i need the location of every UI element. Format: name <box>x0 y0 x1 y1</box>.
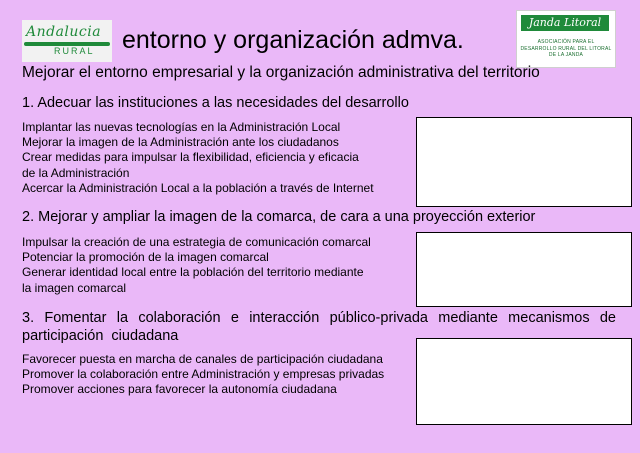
section-3-box <box>416 338 632 425</box>
list-item: Implantar las nuevas tecnologías en la Administración Local <box>22 120 341 134</box>
list-item: Impulsar la creación de una estrategia de comunicación comarcal <box>22 235 371 249</box>
list-item: Mejorar la imagen de la Administración ante los ciudadanos <box>22 135 339 150</box>
section-1-items <box>22 120 374 196</box>
list-item: Acercar la Administración Local a la población a través de Internet <box>22 180 374 195</box>
list-item: Generar identidad local entre la población del territorio mediante <box>22 265 364 280</box>
andalucia-rural-logo <box>22 20 112 62</box>
page-title: entorno y organización admva. <box>122 26 464 54</box>
list-item: Crear medidas para impulsar la flexibilidad, eficiencia y eficacia <box>22 150 359 165</box>
logo-right-desc: ASOCIACIÓN PARA EL DESARROLLO RURAL DEL LITORAL DE LA JANDA <box>520 39 612 58</box>
list-item: Promover acciones para favorecer la autonomía ciudadana <box>22 382 337 397</box>
list-item: Potenciar la promoción de la imagen comarcal <box>22 250 269 265</box>
section-3-heading: 3. Fomentar la colaboración e interacción público-privada mediante mecanismos de participación ciudadana <box>22 310 616 344</box>
page-subtitle: Mejorar el entorno empresarial y la organización administrativa del territorio <box>22 64 540 81</box>
section-1-heading: 1. Adecuar las instituciones a las necesidades del desarrollo <box>22 95 409 111</box>
section-2-items <box>22 235 371 296</box>
section-3-items <box>22 352 384 398</box>
list-item: Promover la colaboración entre Administración y empresas privadas <box>22 367 385 382</box>
janda-litoral-logo <box>516 10 616 68</box>
list-item: de la Administración <box>22 165 130 180</box>
section-2-heading: 2. Mejorar y ampliar la imagen de la comarca, de cara a una proyección exterior <box>22 209 536 225</box>
list-item: Favorecer puesta en marcha de canales de participación ciudadana <box>22 352 383 366</box>
logo-right-name: Janda Litoral <box>521 15 609 31</box>
section-2-box <box>416 232 632 307</box>
logo-left-name: Andalucia <box>26 24 102 40</box>
list-item: la imagen comarcal <box>22 280 127 295</box>
logo-left-sub: RURAL <box>54 46 95 56</box>
section-1-box <box>416 117 632 207</box>
